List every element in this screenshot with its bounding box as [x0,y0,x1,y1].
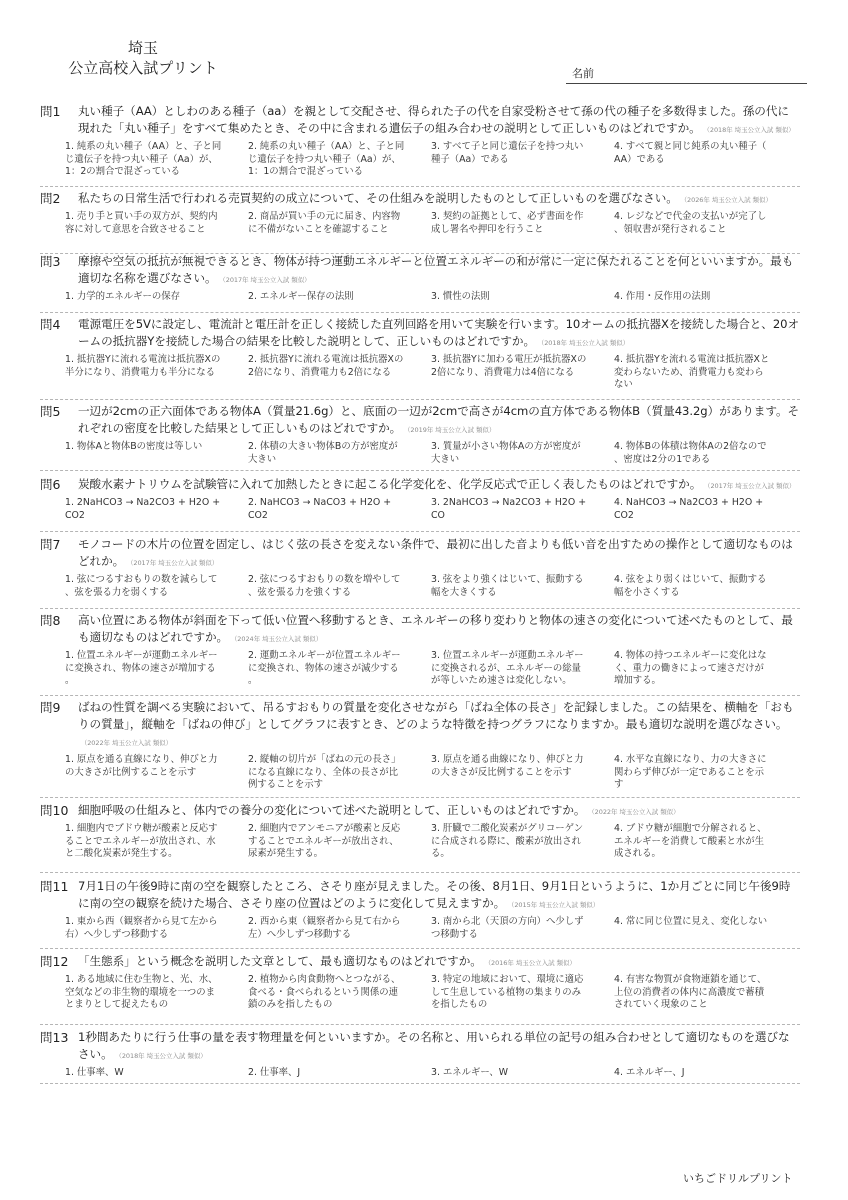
choice-1[interactable]: 1. 物体Aと物体Bの密度は等しい [65,441,203,452]
question-body: 一辺が2cmの正六面体である物体A（質量21.6g）と、底面の一辺が2cmで高さが4cmの直方体である物体B（質量43.2g）があります。それぞれの密度を比較した結果として正しいものはどれですか。 [78,404,800,435]
question-body: 「生態系」という概念を説明した文章として、最も適切なものはどれですか。 [78,954,482,968]
choice-4[interactable]: 4. 有害な物質が食物連鎖を通じて、 上位の消費者の体内に高濃度で蓄積 されていく現象のこと [614,974,767,1010]
name-field-line[interactable] [566,83,807,84]
question-header [40,612,800,648]
source-note: （2019年 埼玉公立入試 類似） [407,426,496,434]
choice-4[interactable]: 4. 作用・反作用の法則 [614,291,711,302]
choice-3[interactable]: 3. 契約の証拠として、必ず書面を作 成し署名や押印を行うこと [431,211,584,235]
answer-choices [65,354,800,404]
question-number: 問6 [40,477,61,492]
choice-3[interactable]: 3. 特定の地域において、環境に適応 して生息している植物の集まりのみ を指したもの [431,974,584,1010]
choice-1[interactable]: 1. 東から西（観察者から見て左から 右）へ少しずつ移動する [65,916,218,940]
choice-1[interactable]: 1. ある地域に住む生物と、光、水、 空気などの非生物的環境を一つのま とまりとして捉えたもの [65,974,218,1010]
question-text [78,612,800,648]
question-number: 問7 [40,537,61,552]
choice-3[interactable]: 3. 質量が小さい物体Aの方が密度が 大きい [431,441,581,465]
answer-choices [65,141,800,191]
choice-1[interactable]: 1. 仕事率、W [65,1067,124,1078]
question-body: 摩擦や空気の抵抗が無視できるとき、物体が持つ運動エネルギーと位置エネルギーの和が常に一定に保たれることを何といいますか。最も適切な名称を選びなさい。 [78,254,794,285]
answer-choices [65,1067,800,1117]
question-12 [40,953,800,1025]
question-text [78,190,800,209]
question-body: 私たちの日常生活で行われる売買契約の成立について、その仕組みを説明したものとして正しいものを選びなさい。 [78,191,678,205]
question-body: 高い位置にある物体が斜面を下って低い位置へ移動するとき、エネルギーの移り変わりと物体の速さの変化について述べたものとして、最も適切なものはどれですか。 [78,613,793,644]
question-10 [40,802,800,873]
choice-3[interactable]: 3. 弦をより強くはじいて、振動する 幅を大きくする [431,574,584,598]
choice-3[interactable]: 3. すべて子と同じ遺伝子を持つ丸い 種子（Aa）である [431,141,584,165]
question-header [40,190,800,209]
source-note: （2015年 埼玉公立入試 類似） [511,901,600,909]
question-header [40,802,800,821]
answer-choices [65,650,800,700]
question-5 [40,403,800,471]
choice-3[interactable]: 3. 抵抗器Yに加わる電圧が抵抗器Xの 2倍になり、消費電力は4倍になる [431,354,587,378]
choice-3[interactable]: 3. 肝臓で二酸化炭素がグリコーゲン に合成される際に、酸素が放出され る。 [431,823,584,859]
choice-3[interactable]: 3. エネルギー、W [431,1067,509,1078]
choice-1[interactable]: 1. 細胞内でブドウ糖が酸素と反応す ることでエネルギーが放出され、水 と二酸化炭素が発生する。 [65,823,218,859]
source-note: （2017年 埼玉公立入試 類似） [130,559,219,567]
choice-2[interactable]: 2. 縦軸の切片が「ばねの元の長さ」 になる直線になり、全体の長さが比 例することを示す [248,754,401,790]
question-number: 問11 [40,879,69,894]
question-header [40,476,800,495]
choice-2[interactable]: 2. 西から東（観察者から見て右から 左）へ少しずつ移動する [248,916,401,940]
question-text [78,476,800,495]
choice-2[interactable]: 2. 仕事率、J [248,1067,301,1078]
source-note: （2022年 埼玉公立入試 類似） [84,739,173,747]
question-text [78,1029,800,1065]
choice-3[interactable]: 3. 南から北（天頂の方向）へ少しず つ移動する [431,916,584,940]
question-8 [40,612,800,696]
choice-4[interactable]: 4. 常に同じ位置に見え、変化しない [614,916,768,927]
question-7 [40,536,800,609]
source-note: （2018年 埼玉公立入試 類似） [541,339,630,347]
choice-4[interactable]: 4. レジなどで代金の支払いが完了し 、領収書が発行されること [614,211,767,235]
question-3 [40,253,800,313]
choice-1[interactable]: 1. 2NaHCO3 → Na2CO3 + H2O + CO2 [65,497,221,521]
title-subject: 公立高校入試プリント [68,59,218,77]
question-body: 1秒間あたりに行う仕事の量を表す物理量を何といいますか。その名称と、用いられる単位の記号の組み合わせとして適切なものを選びなさい。 [78,1030,790,1061]
question-11 [40,878,800,949]
question-header [40,878,800,914]
name-label: 名前 [572,67,594,80]
question-body: モノコードの木片の位置を固定し、はじく弦の長さを変えない条件で、最初に出した音よりも低い音を出すための操作として適切なものはどれか。 [78,537,793,568]
question-number: 問13 [40,1030,69,1045]
question-header [40,253,800,289]
choice-3[interactable]: 3. 慣性の法則 [431,291,490,302]
question-header [40,103,800,139]
footer-brand: いちごドリルプリント [683,1172,793,1185]
source-note: （2017年 埼玉公立入試 類似） [222,276,311,284]
choice-2[interactable]: 2. 細胞内でアンモニアが酸素と反応 することでエネルギーが放出され、 尿素が発生する。 [248,823,401,859]
question-header [40,316,800,352]
answer-choices [65,754,800,804]
question-header [40,699,800,752]
question-number: 問10 [40,803,69,818]
question-body: 炭酸水素ナトリウムを試験管に入れて加熱したときに起こる化学変化を、化学反応式で正しく表したものはどれですか。 [78,477,702,491]
answer-choices [65,974,800,1024]
choice-4[interactable]: 4. 水平な直線になり、力の大きさに 関わらず伸びが一定であることを示 す [614,754,767,790]
question-2 [40,190,800,254]
choice-1[interactable]: 1. 抵抗器Yに流れる電流は抵抗器Xの 半分になり、消費電力も半分になる [65,354,221,378]
source-note: （2017年 埼玉公立入試 類似） [707,482,796,490]
question-header [40,536,800,572]
question-body: 7月1日の午後9時に南の空を観察したところ、さそり座が見えました。その後、8月1日、9月1日というように、1か月ごとに同じ午後9時に南の空の観察を続けた場合、さそり座の位置はどのように変化して見えますか。 [78,879,791,910]
choice-1[interactable]: 1. 力学的エネルギーの保存 [65,291,181,302]
choice-1[interactable]: 1. 位置エネルギーが運動エネルギー に変換され、物体の速さが増加する 。 [65,650,218,686]
question-1 [40,103,800,187]
question-text [78,253,800,289]
question-13 [40,1029,800,1084]
choice-4[interactable]: 4. エネルギー、J [614,1067,685,1078]
question-6 [40,476,800,532]
question-header [40,1029,800,1065]
question-number: 問2 [40,191,61,206]
question-9 [40,699,800,798]
choice-2[interactable]: 2. 運動エネルギーが位置エネルギー に変換され、物体の速さが減少する 。 [248,650,401,686]
choice-2[interactable]: 2. 体積の大きい物体Bの方が密度が 大きい [248,441,398,465]
question-4 [40,316,800,400]
source-note: （2022年 埼玉公立入試 類似） [591,808,680,816]
choice-4[interactable]: 4. 抵抗器Yを流れる電流は抵抗器Xと 変わらないため、消費電力も変わら ない [614,354,770,390]
question-text [78,403,800,439]
question-number: 問4 [40,317,61,332]
choice-1[interactable]: 1. 純系の丸い種子（AA）と、子と同 じ遺伝子を持つ丸い種子（Aa）が、 1：2の割合で混ざっている [65,141,222,177]
choice-4[interactable]: 4. ブドウ糖が細胞で分解されると、 エネルギーを消費して酸素と水が生 成される。 [614,823,767,859]
question-text [78,103,800,139]
source-note: （2018年 埼玉公立入試 類似） [706,126,795,134]
choice-2[interactable]: 2. 抵抗器Yに流れる電流は抵抗器Xの 2倍になり、消費電力も2倍になる [248,354,404,378]
choice-1[interactable]: 1. 弦につるすおもりの数を減らして 、弦を張る力を弱くする [65,574,218,598]
title-prefecture: 埼玉 [127,39,158,57]
question-number: 問1 [40,104,61,119]
answer-choices [65,823,800,873]
question-number: 問8 [40,613,61,628]
question-number: 問12 [40,954,69,969]
choice-4[interactable]: 4. 弦をより弱くはじいて、振動する 幅を小さくする [614,574,767,598]
question-number: 問9 [40,700,61,715]
question-body: 丸い種子（AA）としわのある種子（aa）を親として交配させ、得られた子の代を自家受粉させて孫の代の種子を多数得ました。孫の代に現れた「丸い種子」をすべて集めたとき、その中に含まれる遺伝子の組み合わせの説明として正しいものはどれですか。 [78,104,789,135]
choice-4[interactable]: 4. 物体Bの体積は物体Aの2倍なので 、密度は2分の1である [614,441,767,465]
question-text [78,536,800,572]
question-text [78,953,800,972]
choice-4[interactable]: 4. 物体の持つエネルギーに変化はな く、重力の働きによって速さだけが 増加する。 [614,650,767,686]
question-body: 細胞呼吸の仕組みと、体内での養分の変化について述べた説明として、正しいものはどれですか。 [78,803,586,817]
choice-3[interactable]: 3. 原点を通る曲線になり、伸びと力 の大きさが反比例することを示す [431,754,584,778]
question-text [78,802,800,821]
question-header [40,403,800,439]
question-number: 問3 [40,254,61,269]
source-note: （2026年 埼玉公立入試 類似） [683,196,772,204]
question-text [78,316,800,352]
choice-2[interactable]: 2. 純系の丸い種子（AA）と、子と同 じ遺伝子を持つ丸い種子（Aa）が、 1：1の割合で混ざっている [248,141,405,177]
question-number: 問5 [40,404,61,419]
source-note: （2024年 埼玉公立入試 類似） [234,635,323,643]
choice-2[interactable]: 2. 植物から肉食動物へとつながる、 食べる・食べられるという関係の連 鎖のみを指したもの [248,974,401,1010]
choice-1[interactable]: 1. 売り手と買い手の双方が、契約内 容に対して意思を合致させること [65,211,218,235]
question-body: ばねの性質を調べる実験において、吊るすおもりの質量を変化させながら「ばね全体の長さ」を記録しました。この結果を、横軸を「おもりの質量」，縦軸を「ばねの伸び」としてグラフに表すとき、どのような特徴を持つグラフになりますか。最も適切な説明を選びなさい。 [78,700,794,731]
question-header [40,953,800,972]
choice-2[interactable]: 2. 弦につるすおもりの数を増やして 、弦を張る力を強くする [248,574,401,598]
choice-4[interactable]: 4. すべて親と同じ純系の丸い種子（ AA）である [614,141,767,165]
choice-2[interactable]: 2. NaHCO3 → NaCO3 + H2O + CO2 [248,497,392,521]
choice-3[interactable]: 3. 2NaHCO3 → Na2CO3 + H2O + CO [431,497,587,521]
choice-2[interactable]: 2. エネルギー保存の法則 [248,291,354,302]
worksheet-title [58,38,228,78]
choice-3[interactable]: 3. 位置エネルギーが運動エネルギー に変換されるが、エネルギーの総量 が等しいため速さは変化しない。 [431,650,584,686]
question-text [78,699,800,752]
question-text [78,878,800,914]
source-note: （2016年 埼玉公立入試 類似） [487,959,576,967]
question-body: 電源電圧を5Vに設定し、電流計と電圧計を正しく接続した直列回路を用いて実験を行います。10オームの抵抗器Xを接続した場合と、20オームの抵抗器Yを接続した場合の結果を比較した説明として、正しいものはどれですか。 [78,317,800,348]
source-note: （2018年 埼玉公立入試 類似） [118,1052,207,1060]
choice-4[interactable]: 4. NaHCO3 → Na2CO3 + H2O + CO2 [614,497,764,521]
choice-2[interactable]: 2. 商品が買い手の元に届き、内容物 に不備がないことを確認すること [248,211,401,235]
choice-1[interactable]: 1. 原点を通る直線になり、伸びと力 の大きさが比例することを示す [65,754,218,778]
